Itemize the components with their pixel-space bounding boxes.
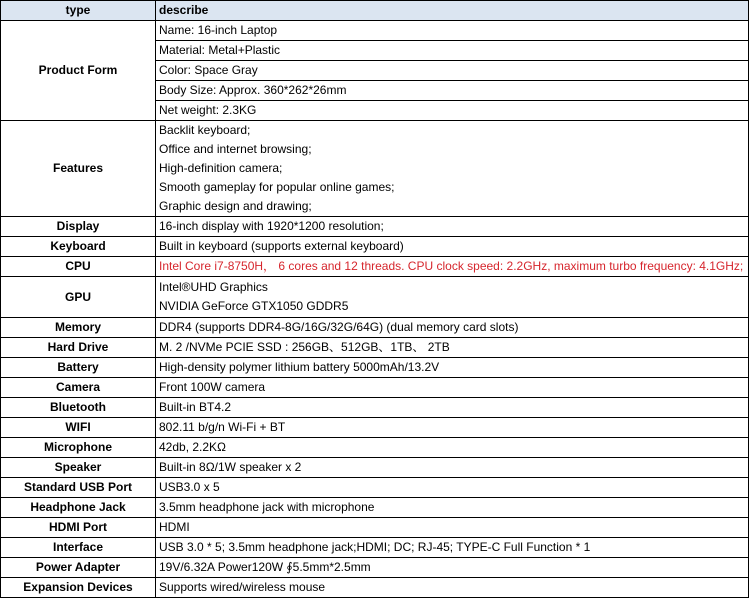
feature-item: Smooth gameplay for popular online games; bbox=[159, 180, 395, 194]
gpu-item: NVIDIA GeForce GTX1050 GDDR5 bbox=[159, 299, 349, 313]
row-label-memory: Memory bbox=[1, 318, 156, 338]
row-label-bluetooth: Bluetooth bbox=[1, 398, 156, 418]
row-value-microphone: 42db, 2.2KΩ bbox=[156, 438, 749, 458]
row-label-headphone: Headphone Jack bbox=[1, 498, 156, 518]
feature-item: Graphic design and drawing; bbox=[159, 199, 312, 213]
row-value-expansion: Supports wired/wireless mouse bbox=[156, 578, 749, 598]
row-value-battery: High-density polymer lithium battery 5000mAh/13.2V bbox=[156, 358, 749, 378]
header-type: type bbox=[1, 1, 156, 21]
gpu-list bbox=[156, 277, 749, 318]
row-label-speaker: Speaker bbox=[1, 458, 156, 478]
row-label-interface: Interface bbox=[1, 538, 156, 558]
row-label-expansion: Expansion Devices bbox=[1, 578, 156, 598]
row-value-power-adapter: 19V/6.32A Power120W ∮5.5mm*2.5mm bbox=[156, 558, 749, 578]
row-label-wifi: WIFI bbox=[1, 418, 156, 438]
feature-item: Office and internet browsing; bbox=[159, 142, 312, 156]
product-form-material: Material: Metal+Plastic bbox=[156, 41, 749, 61]
table-row bbox=[1, 478, 749, 498]
feature-item: High-definition camera; bbox=[159, 161, 283, 175]
table-row bbox=[1, 338, 749, 358]
product-form-size: Body Size: Approx. 360*262*26mm bbox=[156, 81, 749, 101]
row-value-speaker: Built-in 8Ω/1W speaker x 2 bbox=[156, 458, 749, 478]
product-form-weight: Net weight: 2.3KG bbox=[156, 101, 749, 121]
row-value-interface: USB 3.0 * 5; 3.5mm headphone jack;HDMI; DC; RJ-45; TYPE-C Full Function * 1 bbox=[156, 538, 749, 558]
table-row bbox=[1, 518, 749, 538]
table-row bbox=[1, 538, 749, 558]
table-row bbox=[1, 398, 749, 418]
table-row bbox=[1, 358, 749, 378]
table-row bbox=[1, 498, 749, 518]
product-form-color: Color: Space Gray bbox=[156, 61, 749, 81]
row-value-cpu: Intel Core i7-8750H， 6 cores and 12 threads. CPU clock speed: 2.2GHz, maximum turbo frequency: 4.1GHz; bbox=[156, 257, 749, 277]
table-row bbox=[1, 217, 749, 237]
table-row bbox=[1, 237, 749, 257]
row-value-headphone: 3.5mm headphone jack with microphone bbox=[156, 498, 749, 518]
table-row bbox=[1, 418, 749, 438]
features-list bbox=[156, 121, 749, 217]
row-value-bluetooth: Built-in BT4.2 bbox=[156, 398, 749, 418]
table-row bbox=[1, 318, 749, 338]
table-row bbox=[1, 438, 749, 458]
row-label-power-adapter: Power Adapter bbox=[1, 558, 156, 578]
row-label-battery: Battery bbox=[1, 358, 156, 378]
row-value-keyboard: Built in keyboard (supports external keyboard) bbox=[156, 237, 749, 257]
gpu-item: Intel®UHD Graphics bbox=[159, 280, 268, 294]
row-label-display: Display bbox=[1, 217, 156, 237]
row-value-display: 16-inch display with 1920*1200 resolution; bbox=[156, 217, 749, 237]
row-value-hard-drive: M. 2 /NVMe PCIE SSD : 256GB、512GB、1TB、 2TB bbox=[156, 338, 749, 358]
row-value-usb: USB3.0 x 5 bbox=[156, 478, 749, 498]
row-label-cpu: CPU bbox=[1, 257, 156, 277]
row-label-hdmi: HDMI Port bbox=[1, 518, 156, 538]
table-row bbox=[1, 578, 749, 598]
row-label-hard-drive: Hard Drive bbox=[1, 338, 156, 358]
row-label-microphone: Microphone bbox=[1, 438, 156, 458]
row-value-memory: DDR4 (supports DDR4-8G/16G/32G/64G) (dual memory card slots) bbox=[156, 318, 749, 338]
table-row bbox=[1, 378, 749, 398]
header-row bbox=[1, 1, 749, 21]
table-row bbox=[1, 458, 749, 478]
table-row bbox=[1, 257, 749, 277]
row-label-features: Features bbox=[1, 121, 156, 217]
table-row bbox=[1, 277, 749, 318]
row-value-hdmi: HDMI bbox=[156, 518, 749, 538]
feature-item: Backlit keyboard; bbox=[159, 123, 251, 137]
row-label-keyboard: Keyboard bbox=[1, 237, 156, 257]
row-label-camera: Camera bbox=[1, 378, 156, 398]
row-label-gpu: GPU bbox=[1, 277, 156, 318]
header-describe: describe bbox=[156, 1, 749, 21]
row-value-wifi: 802.11 b/g/n Wi-Fi + BT bbox=[156, 418, 749, 438]
product-form-name: Name: 16-inch Laptop bbox=[156, 21, 749, 41]
row-label-product-form: Product Form bbox=[1, 21, 156, 121]
table-row bbox=[1, 121, 749, 217]
table-row bbox=[1, 558, 749, 578]
row-value-camera: Front 100W camera bbox=[156, 378, 749, 398]
table-row bbox=[1, 21, 749, 41]
row-label-usb: Standard USB Port bbox=[1, 478, 156, 498]
